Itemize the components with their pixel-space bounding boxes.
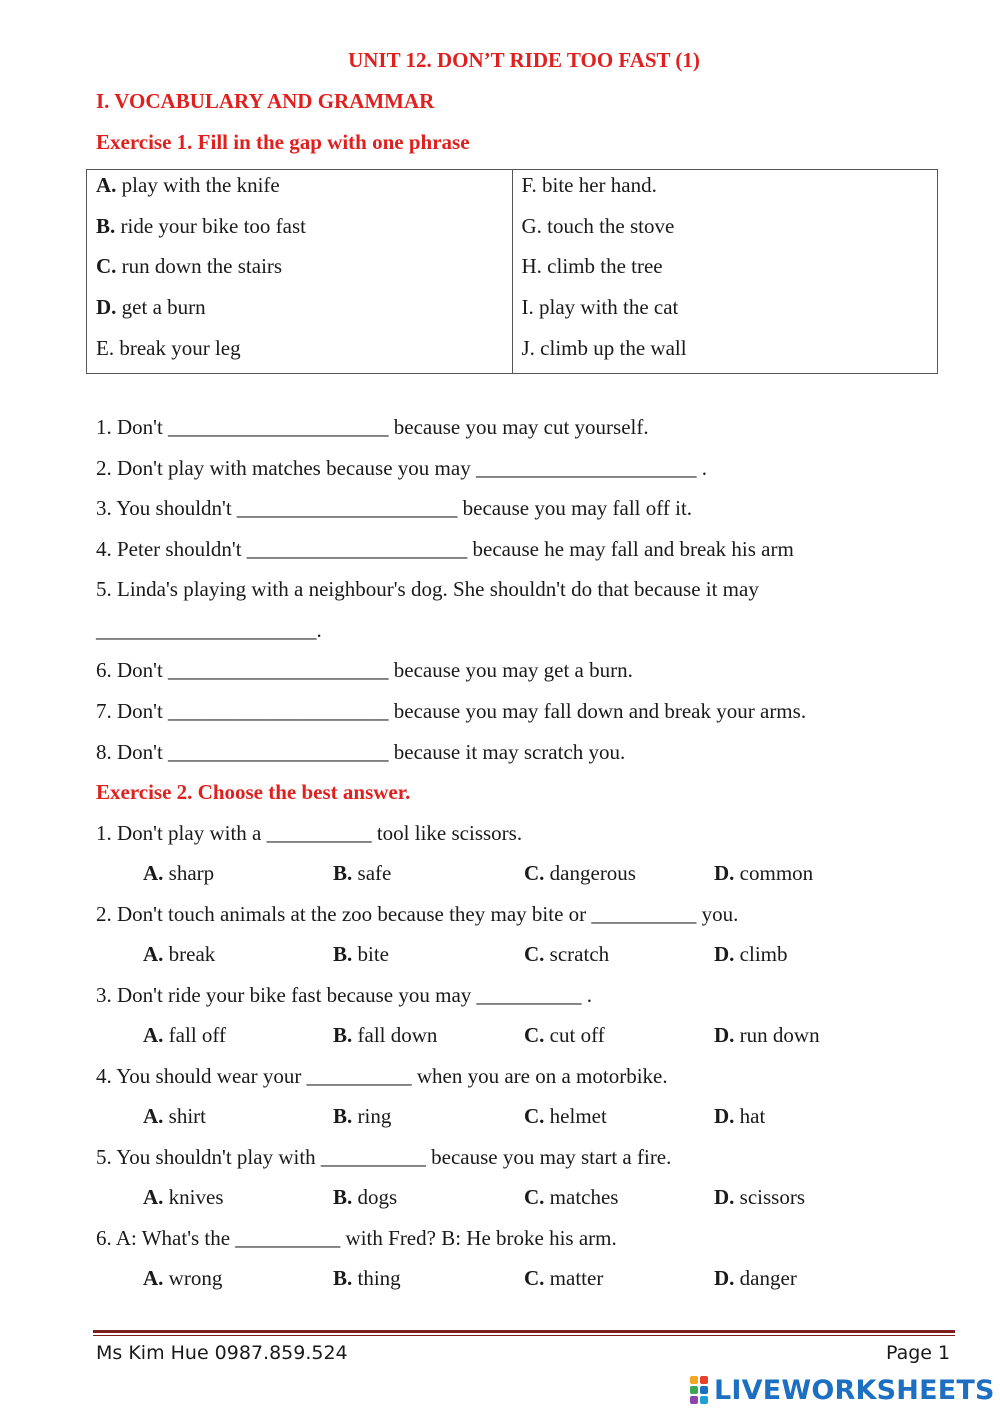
ex2-q4-option-d: D. hat — [714, 1104, 766, 1128]
ex2-q2-option-a: A. break — [143, 942, 216, 966]
phrase-item: B. ride your bike too fast — [96, 213, 306, 238]
phrase-item: E. break your leg — [96, 335, 241, 360]
phrase-item: I. play with the cat — [521, 295, 679, 320]
ex2-question-2: 2. Don't touch animals at the zoo because they may bite or __________ you. — [96, 902, 739, 926]
liveworksheets-logo[interactable] — [690, 1372, 995, 1408]
footer-author: Ms Kim Hue 0987.859.524 — [96, 1342, 348, 1364]
ex2-q5-option-c: C. matches — [524, 1185, 619, 1209]
footer-rule-thin — [93, 1335, 955, 1336]
ex2-q3-option-d: D. run down — [714, 1023, 820, 1047]
phrase-item: J. climb up the wall — [521, 335, 687, 360]
ex2-q3-option-a: A. fall off — [143, 1023, 227, 1047]
unit-title: UNIT 12. DON’T RIDE TOO FAST (1) — [348, 48, 700, 72]
phrase-column-right — [512, 170, 938, 374]
ex2-q4-option-a: A. shirt — [143, 1104, 207, 1128]
ex1-sentence-4: 4. Peter shouldn't _____________________ because he may fall and break his arm — [96, 537, 794, 561]
ex2-question-5: 5. You shouldn't play with __________ because you may start a fire. — [96, 1145, 672, 1169]
liveworksheets-grid-icon — [690, 1376, 708, 1404]
ex2-q6-option-c: C. matter — [524, 1266, 604, 1290]
ex2-q6-option-b: B. thing — [333, 1266, 401, 1290]
exercise-2-title: Exercise 2. Choose the best answer. — [96, 780, 411, 804]
ex1-sentence-8: 8. Don't _____________________ because it may scratch you. — [96, 740, 626, 764]
ex2-q3-option-c: C. cut off — [524, 1023, 605, 1047]
phrase-item: D. get a burn — [96, 295, 206, 320]
footer-rule — [93, 1330, 955, 1333]
ex2-q5-option-a: A. knives — [143, 1185, 224, 1209]
phrase-item: F. bite her hand. — [521, 173, 657, 197]
ex2-q2-option-d: D. climb — [714, 942, 788, 966]
ex2-q2-option-b: B. bite — [333, 942, 390, 966]
phrase-item: G. touch the stove — [521, 213, 675, 238]
ex2-q1-option-d: D. common — [714, 861, 814, 885]
phrase-item: C. run down the stairs — [96, 254, 283, 279]
ex1-sentence-2: 2. Don't play with matches because you may _____________________ . — [96, 456, 707, 480]
ex2-q4-option-c: C. helmet — [524, 1104, 607, 1128]
ex2-question-1: 1. Don't play with a __________ tool like scissors. — [96, 821, 523, 845]
ex2-q6-option-a: A. wrong — [143, 1266, 223, 1290]
ex2-q1-option-a: A. sharp — [143, 861, 215, 885]
ex2-q2-option-c: C. scratch — [524, 942, 610, 966]
ex2-q5-option-d: D. scissors — [714, 1185, 806, 1209]
phrase-column-left — [87, 170, 513, 374]
ex1-sentence-3: 3. You shouldn't _____________________ because you may fall off it. — [96, 496, 693, 520]
ex2-q5-option-b: B. dogs — [333, 1185, 398, 1209]
ex1-sentence-5-blank: _____________________. — [96, 618, 322, 642]
ex2-q4-option-b: B. ring — [333, 1104, 392, 1128]
ex1-sentence-1: 1. Don't _____________________ because you may cut yourself. — [96, 415, 649, 439]
ex2-q1-option-c: C. dangerous — [524, 861, 636, 885]
ex2-q1-option-b: B. safe — [333, 861, 392, 885]
ex2-question-6: 6. A: What's the __________ with Fred? B: He broke his arm. — [96, 1226, 617, 1250]
section-title: I. VOCABULARY AND GRAMMAR — [96, 89, 435, 113]
logo-text: LIVEWORKSHEETS — [714, 1374, 995, 1406]
phrase-item: A. play with the knife — [96, 173, 280, 197]
ex1-sentence-7: 7. Don't _____________________ because you may fall down and break your arms. — [96, 699, 807, 723]
exercise-1-title: Exercise 1. Fill in the gap with one phrase — [96, 130, 470, 154]
ex2-q6-option-d: D. danger — [714, 1266, 797, 1290]
phrase-item: H. climb the tree — [521, 254, 663, 279]
ex2-question-3: 3. Don't ride your bike fast because you may __________ . — [96, 983, 593, 1007]
ex1-sentence-6: 6. Don't _____________________ because you may get a burn. — [96, 658, 633, 682]
footer-page-number: Page 1 — [886, 1342, 951, 1364]
ex1-sentence-5: 5. Linda's playing with a neighbour's dog. She shouldn't do that because it may — [96, 577, 759, 601]
ex2-q3-option-b: B. fall down — [333, 1023, 438, 1047]
ex2-question-4: 4. You should wear your __________ when you are on a motorbike. — [96, 1064, 668, 1088]
phrase-table — [86, 169, 938, 374]
